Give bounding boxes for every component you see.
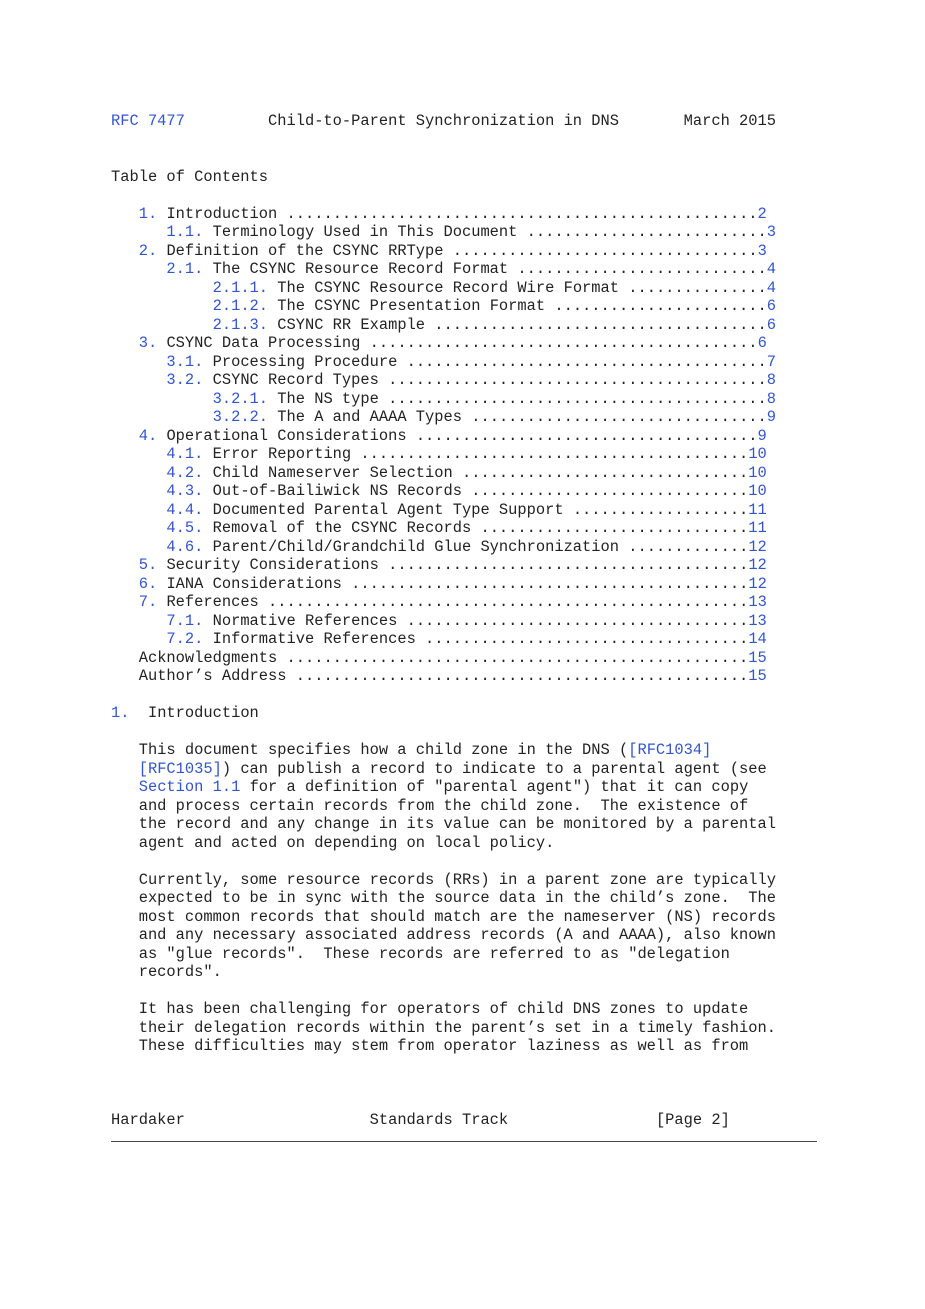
paragraph-line — [111, 815, 776, 834]
toc-entry-title: Operational Considerations — [157, 426, 416, 445]
indent — [111, 667, 139, 685]
indent — [111, 390, 213, 408]
blank-line — [111, 982, 776, 1001]
toc-leader-dots: ....................... — [554, 297, 767, 315]
toc-section-number-link[interactable]: 7.1. — [166, 611, 204, 630]
paragraph-text: It has been challenging for operators of child DNS zones to update — [111, 1000, 749, 1018]
toc-entry — [111, 279, 776, 298]
toc-entry — [111, 408, 776, 427]
spacer — [185, 1111, 370, 1129]
footer-author: Hardaker — [111, 1111, 185, 1129]
indent — [111, 482, 166, 500]
toc-leader-dots: .......................................... — [369, 334, 758, 352]
blank-line — [111, 149, 776, 168]
indent — [111, 612, 166, 630]
spacer — [185, 112, 268, 130]
blank-line — [111, 686, 776, 705]
footer-page-number: [Page 2] — [655, 1111, 730, 1129]
paragraph-line — [111, 945, 776, 964]
paragraph-text: as "glue records". These records are referred to as "delegation — [111, 944, 730, 963]
toc-leader-dots: ............... — [628, 278, 767, 297]
blank-line — [111, 186, 776, 205]
toc-leader-dots: .................................... — [434, 315, 767, 334]
toc-section-number-link[interactable]: 1. — [138, 204, 158, 223]
toc-section-number-link[interactable]: 7. — [138, 593, 158, 611]
toc-leader-dots: ....................................... — [406, 352, 767, 371]
indent — [111, 538, 166, 556]
reference-link[interactable]: Section 1.1 — [138, 778, 241, 796]
paragraph-line — [111, 834, 776, 853]
toc-entry — [111, 334, 776, 353]
indent — [111, 427, 139, 445]
indent — [111, 205, 139, 223]
running-footer — [111, 1111, 776, 1130]
toc-page-number-link[interactable]: 12 — [748, 574, 767, 593]
indent — [111, 519, 166, 537]
indent — [111, 371, 166, 389]
toc-entry — [111, 501, 776, 520]
toc-page-number-link[interactable]: 12 — [748, 537, 767, 556]
indent — [111, 316, 213, 334]
section-title: Introduction — [129, 704, 259, 722]
toc-entry-title: The NS type — [268, 389, 389, 408]
toc-entry-title: CSYNC Data Processing — [157, 334, 370, 352]
paragraph-line — [111, 871, 776, 890]
toc-entry-title: Introduction — [157, 204, 287, 223]
toc-section-number-link[interactable]: 3.1. — [166, 352, 204, 371]
toc-section-number-link[interactable]: 4.3. — [166, 482, 204, 500]
paragraph-text: These difficulties may stem from operator laziness as well as from — [111, 1037, 749, 1055]
blank-line — [111, 1074, 776, 1093]
toc-page-number-link[interactable]: 12 — [748, 556, 767, 574]
toc-entry-title: IANA Considerations — [157, 574, 352, 593]
rfc-page — [111, 112, 776, 1130]
toc-leader-dots: ............. — [628, 537, 749, 556]
toc-section-number-link[interactable]: 2.1. — [166, 260, 204, 278]
toc-entry — [111, 242, 776, 261]
indent — [111, 501, 166, 519]
paragraph-line — [111, 1000, 776, 1019]
header-title: Child-to-Parent Synchronization in DNS — [268, 112, 619, 130]
toc-page-number-link[interactable]: 14 — [748, 630, 767, 648]
toc-entry — [111, 427, 776, 446]
section-heading — [111, 704, 776, 723]
paragraph-text: the record and any change in its value can be monitored by a parental — [111, 815, 776, 833]
toc-entry-title: Error Reporting — [203, 445, 361, 463]
toc-page-number-link[interactable]: 6 — [757, 334, 767, 352]
toc-leader-dots: ......................................... — [388, 371, 767, 389]
indent — [111, 575, 139, 593]
toc-page-number-link[interactable]: 4 — [766, 260, 777, 278]
indent — [111, 593, 139, 611]
toc-entry — [111, 538, 776, 557]
indent — [111, 464, 166, 482]
spacer — [508, 1111, 656, 1129]
paragraph-text: and process certain records from the child zone. The existence of — [111, 796, 749, 815]
page-separator — [111, 1141, 817, 1142]
toc-entry-title: Removal of the CSYNC Records — [203, 519, 481, 537]
toc-section-number-link[interactable]: 5. — [138, 556, 158, 574]
indent — [111, 649, 139, 667]
toc-page-number-link[interactable]: 15 — [748, 648, 767, 667]
toc-page-number-link[interactable]: 8 — [766, 371, 777, 389]
toc-entry — [111, 223, 776, 242]
toc-section-number-link[interactable]: 4.4. — [166, 500, 204, 519]
toc-entry-title: Child Nameserver Selection — [203, 463, 462, 482]
toc-page-number-link[interactable]: 7 — [766, 352, 777, 371]
toc-page-number-link[interactable]: 8 — [766, 389, 777, 408]
paragraph-text: ) can publish a record to indicate to a parental agent (see — [221, 759, 767, 778]
toc-entry — [111, 612, 776, 631]
paragraph-text: most common records that should match are the nameserver (NS) records — [111, 907, 776, 926]
toc-page-number-link[interactable]: 9 — [757, 426, 767, 445]
paragraph-line — [111, 1037, 776, 1056]
rfc-number-link[interactable]: RFC 7477 — [111, 112, 185, 130]
toc-leader-dots: ................................. — [452, 241, 758, 260]
toc-entry — [111, 464, 776, 483]
footer-category: Standards Track — [369, 1111, 509, 1129]
toc-entry-title: The CSYNC Presentation Format — [268, 297, 555, 315]
running-header — [111, 112, 776, 131]
toc-section-number-link[interactable]: 4.5. — [166, 519, 204, 537]
paragraph-text: records". — [111, 963, 222, 981]
toc-page-number-link[interactable]: 13 — [748, 593, 767, 611]
toc-section-number-link[interactable]: 2.1.2. — [212, 297, 269, 315]
toc-leader-dots: ............................. — [480, 519, 749, 537]
reference-link[interactable]: [RFC1034] — [628, 741, 712, 759]
toc-entry-title: Out-of-Bailiwick NS Records — [203, 482, 472, 500]
toc-entry-title: Acknowledgments — [138, 648, 287, 667]
toc-entry — [111, 260, 776, 279]
toc-section-number-link[interactable]: 2. — [138, 241, 158, 260]
toc-leader-dots: ......................................... — [388, 389, 767, 408]
toc-section-number-link[interactable]: 6. — [138, 574, 158, 593]
indent — [111, 334, 139, 352]
paragraph-text: and any necessary associated address records (A and AAAA), also known — [111, 926, 776, 944]
toc-entry — [111, 519, 776, 538]
toc-page-number-link[interactable]: 10 — [748, 445, 767, 463]
paragraph-line — [111, 760, 776, 779]
blank-line — [111, 1056, 776, 1075]
toc-entry — [111, 482, 776, 501]
toc-page-number-link[interactable]: 11 — [748, 519, 767, 537]
indent — [111, 223, 166, 241]
toc-leader-dots: ..................................... — [415, 426, 758, 445]
toc-leader-dots: .......................... — [526, 223, 767, 241]
toc-entry-title: The CSYNC Resource Record Format — [203, 260, 518, 278]
paragraph-line — [111, 1019, 776, 1038]
blank-line — [111, 852, 776, 871]
toc-entry — [111, 445, 776, 464]
paragraph-text: Currently, some resource records (RRs) in a parent zone are typically — [111, 870, 776, 889]
toc-section-number-link[interactable]: 2.1.3. — [212, 315, 269, 334]
paragraph-text — [111, 760, 139, 778]
toc-section-number-link[interactable]: 4.1. — [166, 445, 204, 463]
blank-line — [111, 1093, 776, 1112]
toc-leader-dots: ................... — [572, 500, 749, 519]
toc-leader-dots: ........................................... — [351, 574, 749, 593]
toc-entry — [111, 297, 776, 316]
toc-leader-dots: ............................... — [461, 463, 749, 482]
indent — [111, 297, 213, 315]
toc-leader-dots: ................................................... — [286, 204, 758, 223]
toc-entry — [111, 649, 776, 668]
paragraph-line — [111, 778, 776, 797]
toc-leader-dots: ................................... — [425, 630, 749, 648]
toc-entry-title: Normative References — [203, 611, 407, 630]
toc-leader-dots: ................................ — [471, 408, 767, 426]
toc-leader-dots: .................................................... — [268, 593, 749, 611]
toc-section-number-link[interactable]: 3. — [138, 334, 158, 352]
paragraph-text: expected to be in sync with the source data in the child’s zone. The — [111, 889, 776, 907]
toc-entry-title: Documented Parental Agent Type Support — [203, 500, 573, 519]
toc-section-number-link[interactable]: 4. — [138, 426, 158, 445]
toc-page-number-link[interactable]: 13 — [748, 611, 767, 630]
paragraph-line — [111, 908, 776, 927]
toc-page-number-link[interactable]: 6 — [766, 297, 777, 315]
toc-entry — [111, 667, 776, 686]
header-date: March 2015 — [683, 112, 776, 130]
toc-page-number-link[interactable]: 6 — [766, 315, 777, 334]
toc-page-number-link[interactable]: 4 — [766, 278, 777, 297]
indent — [111, 630, 166, 648]
toc-page-number-link[interactable]: 10 — [748, 482, 767, 500]
toc-entry-title: CSYNC RR Example — [268, 315, 435, 334]
paragraph-text: their delegation records within the parent’s set in a timely fashion. — [111, 1018, 776, 1037]
toc-leader-dots: ........................... — [517, 260, 767, 278]
toc-leader-dots: .................................................. — [286, 648, 749, 667]
toc-page-number-link[interactable]: 2 — [757, 204, 767, 223]
toc-leader-dots: ................................................. — [295, 667, 749, 685]
toc-page-number-link[interactable]: 10 — [748, 463, 767, 482]
indent — [111, 556, 139, 574]
toc-entry — [111, 630, 776, 649]
toc-entry-title: Terminology Used in This Document — [203, 223, 527, 241]
paragraph-line — [111, 926, 776, 945]
paragraph-text: agent and acted on depending on local policy. — [111, 833, 555, 852]
toc-entry-title: Processing Procedure — [203, 352, 407, 371]
indent — [111, 279, 213, 297]
toc-leader-dots: ....................................... — [388, 556, 749, 574]
toc-entry-title: Author’s Address — [138, 667, 296, 685]
toc-section-number-link[interactable]: 3.2. — [166, 371, 204, 389]
toc-heading-text: Table of Contents — [111, 167, 269, 186]
paragraph-line — [111, 797, 776, 816]
toc-entry — [111, 390, 776, 409]
paragraph-line — [111, 889, 776, 908]
section-number-link[interactable]: 1. — [111, 704, 130, 722]
toc-page-number-link[interactable]: 3 — [766, 223, 777, 241]
toc-entry-title: The CSYNC Resource Record Wire Format — [268, 278, 629, 297]
paragraph-line — [111, 963, 776, 982]
toc-leader-dots: .............................. — [471, 482, 749, 500]
toc-leader-dots: ..................................... — [406, 611, 749, 630]
paragraph-text — [111, 778, 139, 796]
blank-line — [111, 131, 776, 150]
toc-entry-title: References — [157, 593, 269, 611]
toc-section-number-link[interactable]: 3.2.1. — [212, 389, 269, 408]
toc-section-number-link[interactable]: 3.2.2. — [212, 408, 269, 426]
toc-entry — [111, 556, 776, 575]
spacer — [619, 112, 684, 130]
indent — [111, 353, 166, 371]
paragraph-text: for a definition of "parental agent") that it can copy — [240, 778, 749, 796]
toc-entry — [111, 205, 776, 224]
indent — [111, 445, 166, 463]
toc-section-number-link[interactable]: 1.1. — [166, 223, 204, 241]
toc-leader-dots: .......................................... — [360, 445, 749, 463]
toc-entry-title: The A and AAAA Types — [268, 408, 472, 426]
toc-entry — [111, 371, 776, 390]
toc-entry — [111, 353, 776, 372]
blank-line — [111, 723, 776, 742]
toc-section-number-link[interactable]: 2.1.1. — [212, 278, 269, 297]
indent — [111, 260, 166, 278]
toc-page-number-link[interactable]: 11 — [748, 500, 767, 519]
indent — [111, 408, 213, 426]
toc-entry-title: Security Considerations — [157, 556, 389, 574]
toc-section-number-link[interactable]: 4.6. — [166, 537, 204, 556]
reference-link[interactable]: [RFC1035] — [138, 759, 222, 778]
toc-page-number-link[interactable]: 15 — [748, 667, 767, 685]
toc-entry — [111, 575, 776, 594]
toc-entry-title: Parent/Child/Grandchild Glue Synchronization — [203, 537, 629, 556]
toc-entry — [111, 593, 776, 612]
toc-page-number-link[interactable]: 3 — [757, 241, 767, 260]
toc-entry-title: Informative References — [203, 630, 426, 648]
toc-entry-title: Definition of the CSYNC RRType — [157, 241, 453, 260]
paragraph-line — [111, 741, 776, 760]
toc-page-number-link[interactable]: 9 — [766, 408, 777, 426]
toc-entry — [111, 316, 776, 335]
indent — [111, 242, 139, 260]
toc-heading — [111, 168, 776, 187]
toc-section-number-link[interactable]: 4.2. — [166, 463, 204, 482]
toc-section-number-link[interactable]: 7.2. — [166, 630, 204, 648]
paragraph-text: This document specifies how a child zone in the DNS ( — [111, 741, 629, 759]
toc-entry-title: CSYNC Record Types — [203, 371, 389, 389]
